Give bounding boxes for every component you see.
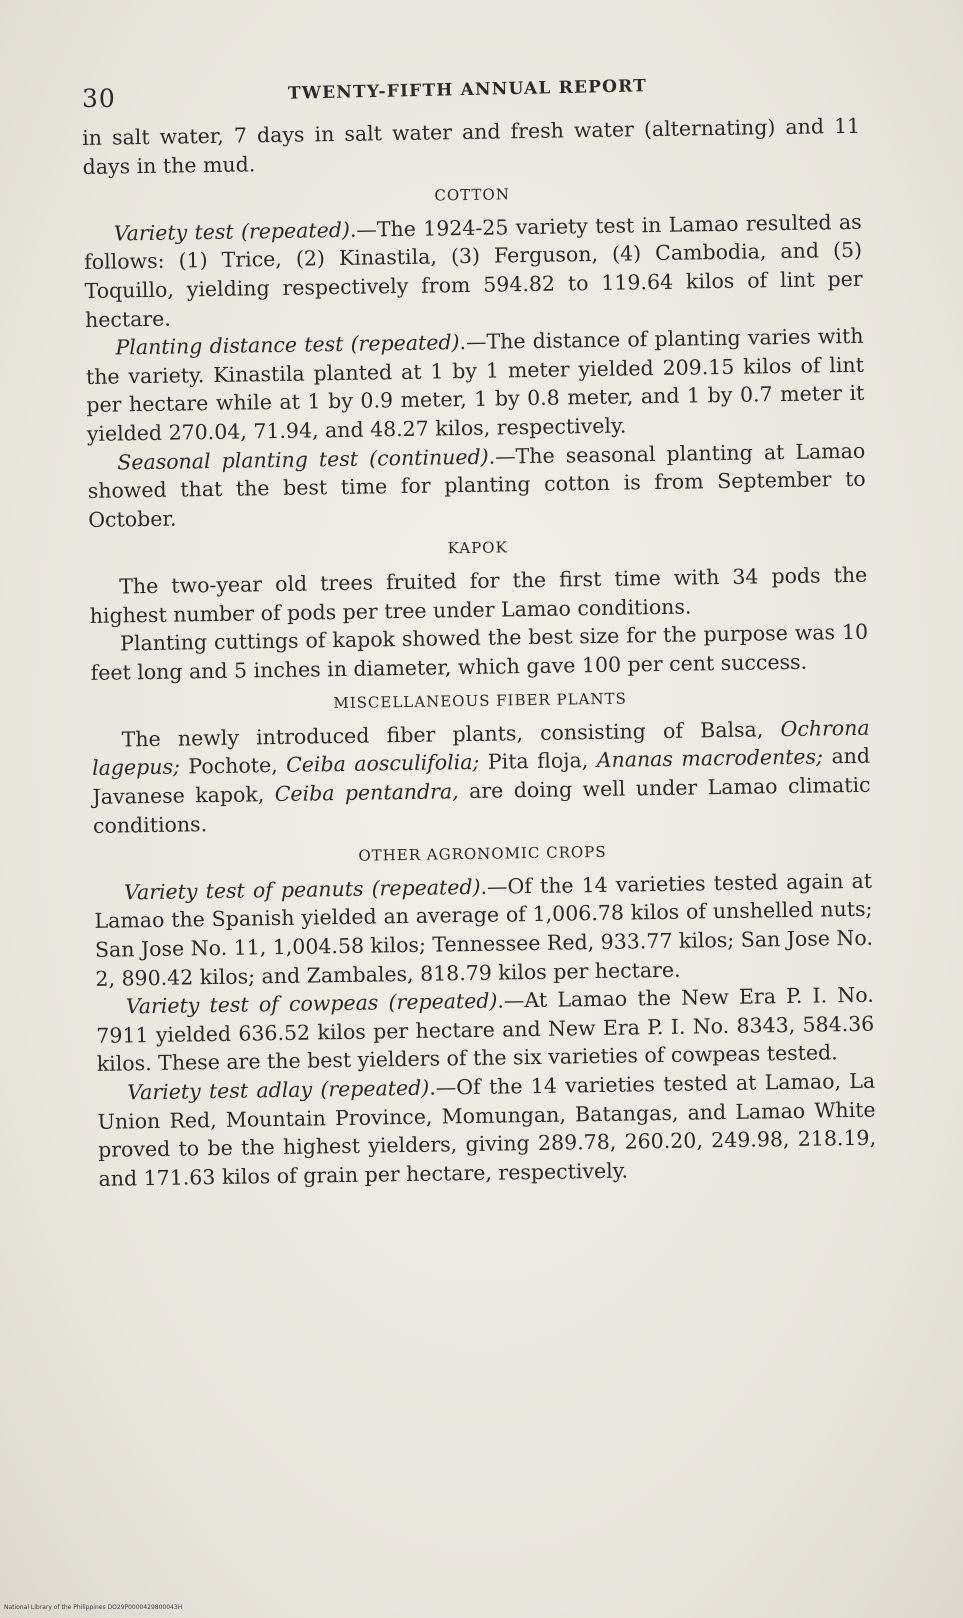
runin-seasonal-planting: Seasonal planting test	[117, 446, 359, 475]
paragraph-peanuts	[94, 867, 874, 994]
text-run: Pita floja,	[479, 748, 597, 775]
page-header	[82, 70, 882, 113]
runin-paren: (repeated)	[350, 330, 460, 356]
scan-footer: National Library of the Philippines DO29P0000429800043H	[4, 1604, 183, 1611]
paragraph-cotton-planting-distance	[85, 322, 865, 449]
heading-cotton: COTTON	[434, 185, 511, 205]
runin-cowpeas: Variety test of cowpeas (repeated)	[125, 988, 498, 1019]
species-name: Ceiba pentandra,	[274, 779, 459, 807]
paragraph-misc-fiber	[91, 714, 871, 841]
paragraph-text: .—Of the 14 varieties tested again at Lamao the Spanish yielded an average of 1,006.78 kilos of unshelled nuts; San Jose No. 11, 1,004.58 kilos; Tennessee Red, 933.77 kilos; San Jose No. 2, 890.42 kilos; and Zambales, 818.79 kilos per hectare.	[94, 868, 874, 991]
species-name: Ochrona lagepus;	[91, 715, 870, 781]
paragraph-cotton-seasonal	[87, 436, 866, 534]
running-head: TWENTY-FIFTH ANNUAL REPORT	[287, 76, 648, 104]
species-name: Ananas macrodentes;	[596, 744, 824, 773]
paragraph-kapok-cuttings: Planting cuttings of kapok showed the best size for the purpose was 10 feet long and 5 inches in diameter, which gave 100 per cent success.	[90, 619, 869, 685]
runin-paren: (continued)	[368, 444, 489, 471]
continuation-paragraph: in salt water, 7 days in salt water and fresh water (alternating) and 11 days in the mud.	[82, 113, 861, 179]
heading-kapok: KAPOK	[447, 538, 508, 558]
paragraph-kapok-trees: The two-year old trees fruited for the first time with 34 pods the highest number of pods per tree under Lamao conditions.	[89, 562, 868, 628]
paragraph-cowpeas	[96, 981, 875, 1079]
runin-peanuts: Variety test of peanuts (repeated)	[123, 874, 481, 905]
runin-variety-test: Variety test (repeated)	[113, 217, 351, 246]
text-run: and Javanese kapok,	[92, 744, 871, 809]
heading-misc-fiber: MISCELLANEOUS FIBER PLANTS	[333, 689, 627, 713]
text-run: Pochote,	[179, 753, 287, 780]
species-name: Ceiba aosculifolia;	[285, 750, 480, 778]
paragraph-text: .—The 1924-25 variety test in Lamao resulted as follows: (1) Trice, (2) Kinastila, (3) Ferguson, (4) Cambodia, and (5) Toquillo, yielding respectively from 594.82 to 119.64 kilos of lint per hectare.	[83, 209, 863, 332]
heading-other-crops: OTHER AGRONOMIC CROPS	[358, 843, 607, 865]
paragraph-text: .—At Lamao the New Era P. I. No. 7911 yielded 636.52 kilos per hectare and New Era P. I. No. 8343, 584.36 kilos. These are the best yielders of the six varieties of cowpeas tested.	[96, 982, 875, 1077]
paragraph-cotton-variety	[84, 208, 864, 335]
paragraph-text: .—The distance of planting varies with the variety. Kinastila planted at 1 by 1 meter yielded 209.15 kilos of lint per hectare while at 1 by 0.9 meter, 1 by 0.8 meter, and 1 by 0.7 meter it yielded 270.04, 71.94, and 48.27 kilos, respectively.	[85, 323, 865, 446]
paragraph-text: .—The seasonal planting at Lamao showed that the best time for planting cotton is from September to October.	[87, 438, 866, 532]
runin-planting-distance: Planting distance test	[115, 332, 344, 360]
text-run: The newly introduced fiber plants, consisting of Balsa,	[121, 716, 781, 752]
text-run: are doing well under Lamao climatic conditions.	[92, 772, 871, 838]
paragraph-text: .—Of the 14 varieties tested at Lamao, La Union Red, Mountain Province, Momungan, Batangas, and Lamao White proved to be the highest yielders, giving 289.78, 260.20, 249.98, 218.19, and 171.63 kilos of grain per hectare, respectively.	[97, 1068, 877, 1191]
page-body	[82, 112, 877, 1193]
paragraph-adlay	[97, 1067, 877, 1194]
runin-adlay: Variety test adlay (repeated)	[127, 1075, 430, 1105]
page-number: 30	[82, 84, 116, 113]
